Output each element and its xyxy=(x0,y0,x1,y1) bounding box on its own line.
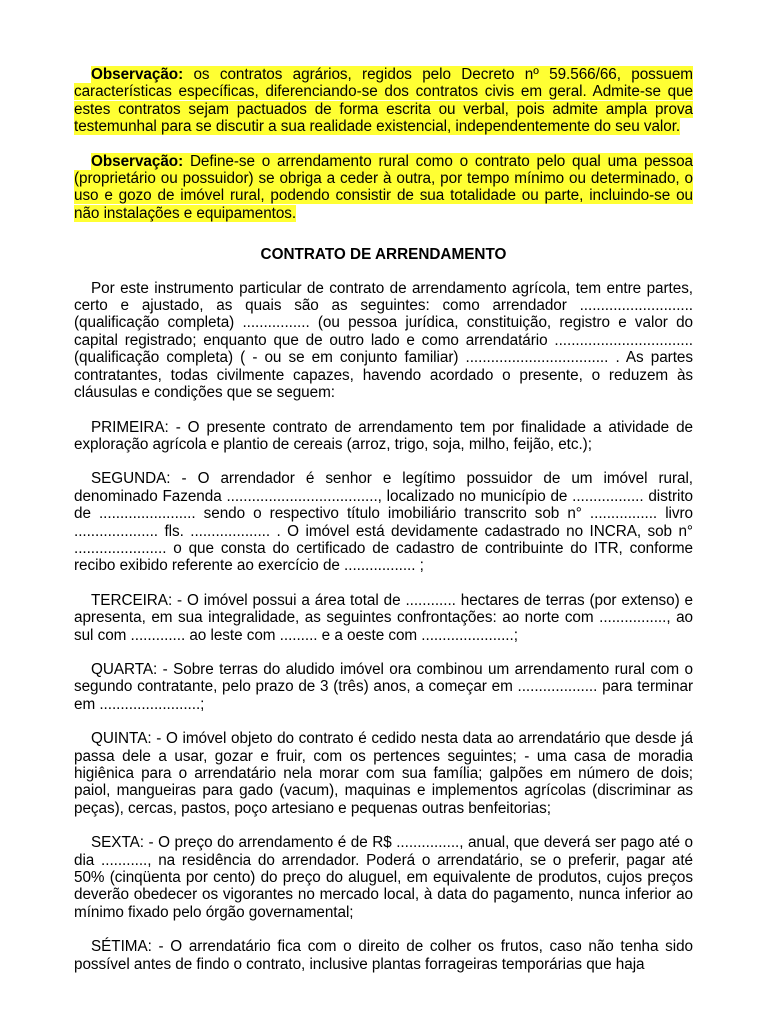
observation-1 xyxy=(74,66,693,136)
highlight xyxy=(74,66,693,135)
clause-primeira: PRIMEIRA: - O presente contrato de arrendamento tem por finalidade a atividade de exploração agrícola e plantio de cereais (arroz, trigo, soja, milho, feijão, etc.); xyxy=(74,418,693,453)
observation-label: Observação: xyxy=(91,152,184,170)
clause-segunda: SEGUNDA: - O arrendador é senhor e legítimo possuidor de um imóvel rural, denominado Fazenda ...................................., localizado no município de ................. distrito de ....................... sendo o respectivo título imobiliário transcrito sob n° ................ livro .................... fls. ................... . O imóvel está devidamente cadastrado no INCRA, sob n° ...................... o que consta do certificado de cadastro de contribuinte do ITR, conforme recibo exibido referente ao exercício de ................. ; xyxy=(74,470,693,575)
clause-quarta: QUARTA: - Sobre terras do aludido imóvel ora combinou um arrendamento rural com o segundo contratante, pelo prazo de 3 (três) anos, a começar em ................... para terminar em ........................; xyxy=(74,660,693,713)
contract-title: CONTRATO DE ARRENDAMENTO xyxy=(260,246,507,264)
clause-quinta: QUINTA: - O imóvel objeto do contrato é cedido nesta data ao arrendatário que desde já passa dele a usar, gozar e fruir, com os pertences seguintes; - uma casa de moradia higiênica para o arrendatário nela morar com sua família; galpões em número de dois; paiol, mangueiras para gado (vacum), maquinas e implementos agrícolas (discriminar as peças), cercas, pastos, poço artesiano e pequenas outras benfeitorias; xyxy=(74,730,693,817)
observation-text: os contratos agrários, regidos pelo Decreto nº 59.566/66, possuem características específicas, diferenciando-se dos contratos civis em geral. Admite-se que estes contratos sejam pactuados de forma escrita ou verbal, pois admite ampla prova testemunhal para se discutir a sua realidade existencial, independentemente do seu valor. xyxy=(74,66,693,136)
observation-text: Define-se o arrendamento rural como o contrato pelo qual uma pessoa (proprietário ou possuidor) se obriga a ceder à outra, por tempo mínimo ou determinado, o uso e gozo de imóvel rural, podendo consistir de sua totalidade ou parte, incluindo-se ou não instalações e equipamentos. xyxy=(74,152,693,222)
contract-preamble: Por este instrumento particular de contrato de arrendamento agrícola, tem entre partes, certo e ajustado, as quais são as seguintes: como arrendador ........................... (qualificação completa) ................ (ou pessoa jurídica, constituição, registro e valor do capital registrado; enquanto que de outro lado e como arrendatário ................................. (qualificação completa) ( - ou se em conjunto familiar) .................................. . As partes contratantes, todas civilmente capazes, havendo acordado o presente, o reduzem às cláusulas e condições que se seguem: xyxy=(74,279,693,402)
clause-sexta: SEXTA: - O preço do arrendamento é de R$ ..............., anual, que deverá ser pago até o dia ..........., na residência do arrendador. Poderá o arrendatário, se o preferir, pagar até 50% (cinqüenta por cento) do preço do aluguel, em equivalente de produtos, cujos preços deverão obedecer os vigorantes no mercado local, à data do pagamento, nunca inferior ao mínimo fixado pelo órgão governamental; xyxy=(74,834,693,921)
clause-terceira: TERCEIRA: - O imóvel possui a área total de ............ hectares de terras (por extenso) e apresenta, em sua integralidade, as seguintes confrontações: ao norte com ................, ao sul com ............. ao leste com ......... e a oeste com ......................; xyxy=(74,591,693,644)
clause-setima: SÉTIMA: - O arrendatário fica com o direito de colher os frutos, caso não tenha sido possível antes de findo o contrato, inclusive plantas forrageiras temporárias que haja xyxy=(74,938,693,973)
observation-label: Observação: xyxy=(91,66,184,83)
observation-2 xyxy=(74,153,693,223)
highlight xyxy=(74,153,693,222)
